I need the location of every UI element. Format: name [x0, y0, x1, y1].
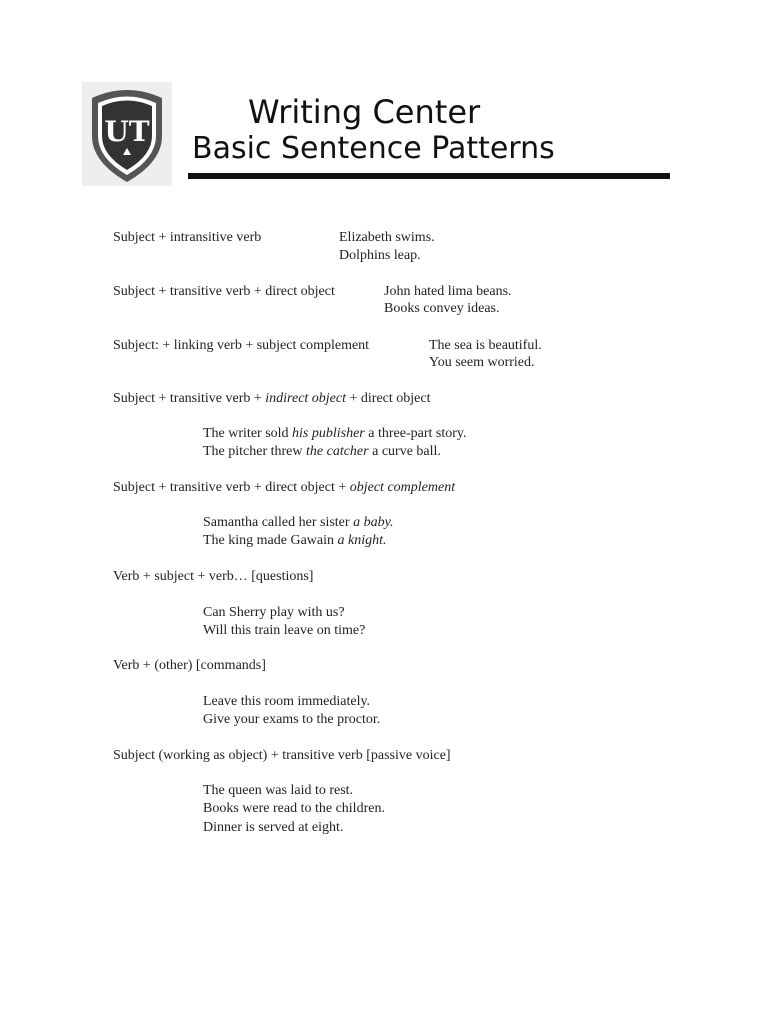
- page-title: Writing Center: [248, 93, 481, 131]
- example-sentence: Can Sherry play with us?: [203, 605, 345, 620]
- pattern-label: [113, 479, 455, 497]
- example-sentence: Books convey ideas.: [384, 301, 500, 316]
- example-sentence: [203, 425, 466, 443]
- title-divider: [188, 173, 670, 179]
- pattern-label: Verb + (other) [commands]: [113, 658, 266, 673]
- example-sentence: Elizabeth swims.: [339, 230, 435, 245]
- example-sentence: The queen was laid to rest.: [203, 783, 354, 798]
- example-text: The pitcher threw: [203, 444, 307, 459]
- pattern-label: Subject + transitive verb + direct object: [113, 284, 335, 299]
- example-text: The king made Gawain: [203, 533, 338, 548]
- pattern-label: Subject (working as object) + transitive verb [passive voice]: [113, 748, 451, 763]
- pattern-label: Subject: + linking verb + subject complement: [113, 338, 370, 353]
- example-sentence: Leave this room immediately.: [203, 694, 371, 709]
- example-sentence: John hated lima beans.: [384, 284, 512, 299]
- pattern-label-text: + direct object: [346, 391, 431, 406]
- pattern-label-emphasis: object complement: [349, 480, 456, 495]
- example-sentence: [203, 443, 441, 461]
- example-emphasis: a baby.: [353, 515, 394, 530]
- pattern-label-text: Subject + transitive verb +: [113, 391, 266, 406]
- example-text: Samantha called her sister: [203, 515, 354, 530]
- pattern-label: Verb + subject + verb… [questions]: [113, 569, 314, 584]
- ut-shield-logo: [82, 82, 172, 186]
- page-subtitle: Basic Sentence Patterns: [192, 131, 555, 166]
- shield-icon: [82, 82, 172, 186]
- pattern-label-text: Subject + transitive verb + direct object +: [113, 480, 350, 495]
- example-sentence: Dolphins leap.: [339, 248, 421, 263]
- example-text: a curve ball.: [368, 444, 441, 459]
- example-emphasis: the catcher: [306, 444, 369, 459]
- example-sentence: [203, 514, 394, 532]
- example-sentence: The sea is beautiful.: [429, 338, 542, 353]
- pattern-label: Subject + intransitive verb: [113, 230, 262, 245]
- svg-text:UT: UT: [104, 115, 150, 148]
- pattern-label: [113, 390, 430, 408]
- example-emphasis: his publisher: [292, 426, 365, 441]
- example-sentence: Will this train leave on time?: [203, 623, 366, 638]
- pattern-label-emphasis: indirect object: [265, 391, 346, 406]
- example-sentence: You seem worried.: [429, 355, 535, 370]
- example-emphasis: a knight.: [337, 533, 387, 548]
- example-sentence: Books were read to the children.: [203, 801, 385, 816]
- example-sentence: Dinner is served at eight.: [203, 820, 344, 835]
- example-sentence: Give your exams to the proctor.: [203, 712, 381, 727]
- example-sentence: [203, 532, 387, 550]
- example-text: The writer sold: [203, 426, 293, 441]
- example-text: a three-part story.: [364, 426, 467, 441]
